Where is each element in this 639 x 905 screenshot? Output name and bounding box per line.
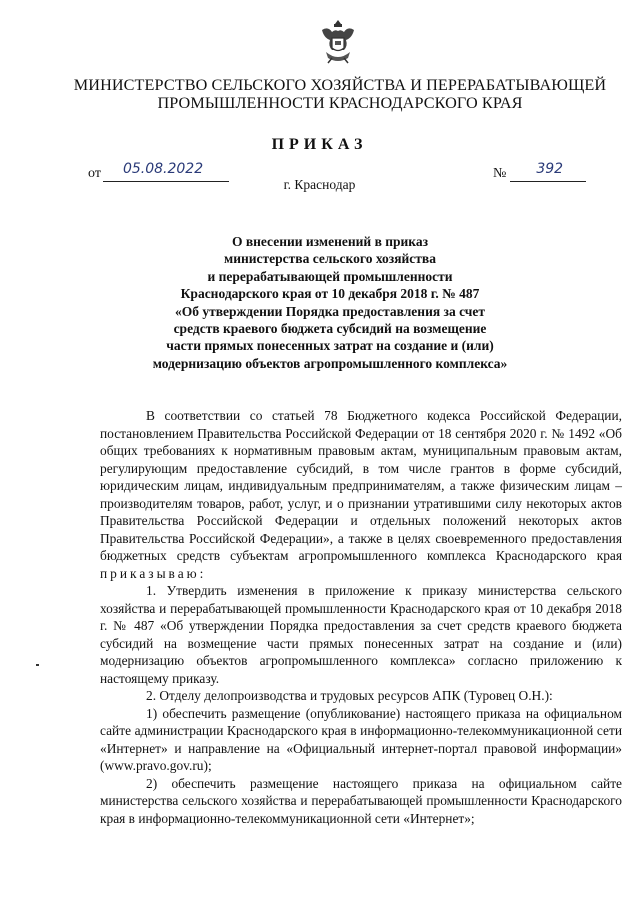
paragraph-preamble (100, 407, 622, 582)
title-line: О внесении изменений в приказ (231, 234, 429, 249)
document-body (100, 407, 622, 827)
order-word: приказываю: (100, 565, 207, 581)
title-line: модернизацию объектов агропромышленного комплекса» (152, 355, 508, 371)
document-title (120, 233, 540, 372)
title-line: и перерабатывающей промышленности (207, 268, 453, 284)
date-prefix: от (88, 166, 101, 181)
title-line: части прямых понесенных затрат на создание и (или) (166, 338, 494, 354)
title-line: «Об утверждении Порядка предоставления за счет (174, 303, 486, 319)
paragraph-item-2-1: 1) обеспечить размещение (опубликование) настоящего приказа на официальном сайте администрации Краснодарского края в информационно-телекоммуникационной сети «Интернет» и направление на «Официальный интернет-портал правовой информации» (www.pravo.gov.ru); (100, 705, 622, 773)
coat-of-arms-icon (318, 18, 358, 64)
date-handwritten: 05.08.2022 (122, 161, 204, 177)
number-prefix: № (493, 166, 507, 181)
ministry-line-2: ПРОМЫШЛЕННОСТИ КРАСНОДАРСКОГО КРАЯ (157, 94, 523, 112)
ministry-name (60, 76, 620, 112)
document-type: ПРИКАЗ (271, 136, 368, 153)
number-handwritten: 392 (536, 161, 564, 177)
paragraph-item-2-2: 2) обеспечить размещение настоящего приказа на официальном сайте министерства сельского хозяйства и перерабатывающей промышленности Краснодарского края в информационно-телекоммуникационной сети «Интернет»; (100, 775, 622, 826)
city: г. Краснодар (283, 177, 356, 192)
title-line: средств краевого бюджета субсидий на возмещение (173, 321, 487, 337)
ministry-line-1: МИНИСТЕРСТВО СЕЛЬСКОГО ХОЗЯЙСТВА И ПЕРЕРАБАТЫВАЮЩЕЙ (73, 76, 607, 94)
paragraph-item-1: 1. Утвердить изменения в приложение к приказу министерства сельского хозяйства и перерабатывающей промышленности Краснодарского края от 10 декабря 2018 г. № 487 «Об утверждении Порядка предоставления за счет средств краевого бюджета субсидий на возмещение части прямых понесенных затрат на создание и (или) модернизацию объектов агропромышленного комплекса» согласно приложению к настоящему приказу. (100, 583, 622, 686)
margin-mark (36, 664, 39, 666)
paragraph-item-2: 2. Отделу делопроизводства и трудовых ресурсов АПК (Туровец О.Н.): (146, 688, 553, 703)
title-line: министерства сельского хозяйства (224, 251, 436, 267)
title-line: Краснодарского края от 10 декабря 2018 г. № 487 (180, 286, 480, 302)
preamble-text: В соответствии со статьей 78 Бюджетного кодекса Российской Федерации, постановлением Правительства Российской Федерации от 18 сентября 2020 г. № 1492 «Об общих требованиях к нормативным правовым актам, муниципальным правовым актам, регулирующим предоставление субсидий, в том числе грантов в форме субсидий, юридическим лицам, индивидуальным предпринимателям, а также физическим лицам – производителям товаров, работ, услуг, и о признании утратившими силу некоторых актов Правительства Российской Федерации и отдельных положений некоторых актов Правительства Российской Федерации», а также в целях своевременного предоставления бюджетных средств субъектам агропромышленного комплекса Краснодарского края (100, 408, 622, 563)
